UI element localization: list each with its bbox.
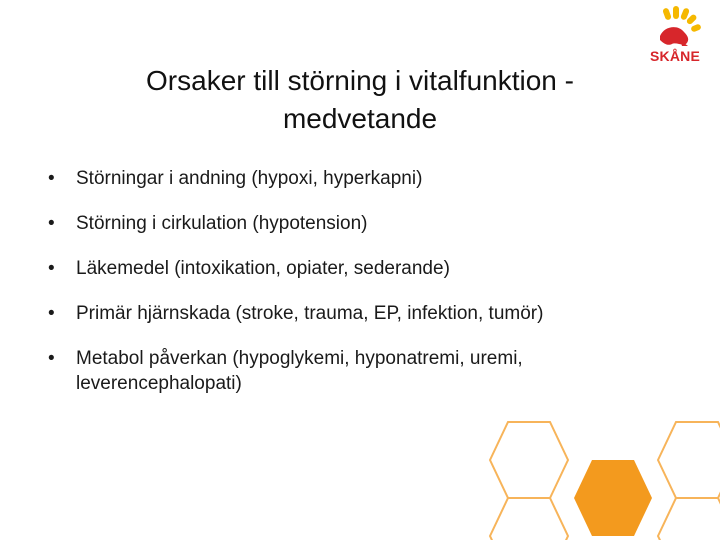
slide-title-line-2: medvetande <box>282 103 438 134</box>
hexagon-decoration <box>470 360 720 540</box>
bullet-marker: • <box>48 258 55 279</box>
bullet-item-1 <box>48 166 688 191</box>
hexagon-outline-bottom-right <box>658 498 720 540</box>
bullet-text: Primär hjärnskada (stroke, trauma, EP, infektion, tumör) <box>76 303 544 324</box>
bullet-item-4 <box>48 301 688 326</box>
bullet-text: Störning i cirkulation (hypotension) <box>76 213 368 234</box>
bullet-marker: • <box>48 348 55 369</box>
slide-title <box>60 62 660 138</box>
logo-griffin-icon <box>660 27 688 45</box>
hexagon-outline-left <box>490 422 568 498</box>
bullet-marker: • <box>48 303 55 324</box>
hexagon-outline-right <box>658 422 720 498</box>
bullet-text: Metabol påverkan (hypoglykemi, hyponatremi, uremi, leverencephalopati) <box>76 348 523 394</box>
logo-wordmark: SKÅNE <box>650 48 701 64</box>
bullet-marker: • <box>48 213 55 234</box>
bullet-item-3 <box>48 256 688 281</box>
bullet-text: Läkemedel (intoxikation, opiater, sederande) <box>76 258 450 279</box>
bullet-text: Störningar i andning (hypoxi, hyperkapni) <box>76 168 423 189</box>
hexagon-filled-orange <box>574 460 652 536</box>
slide-title-line-1: Orsaker till störning i vitalfunktion - <box>146 65 574 96</box>
bullet-item-2 <box>48 211 688 236</box>
hexagon-outline-bottom-left <box>490 498 568 540</box>
bullet-marker: • <box>48 168 55 189</box>
